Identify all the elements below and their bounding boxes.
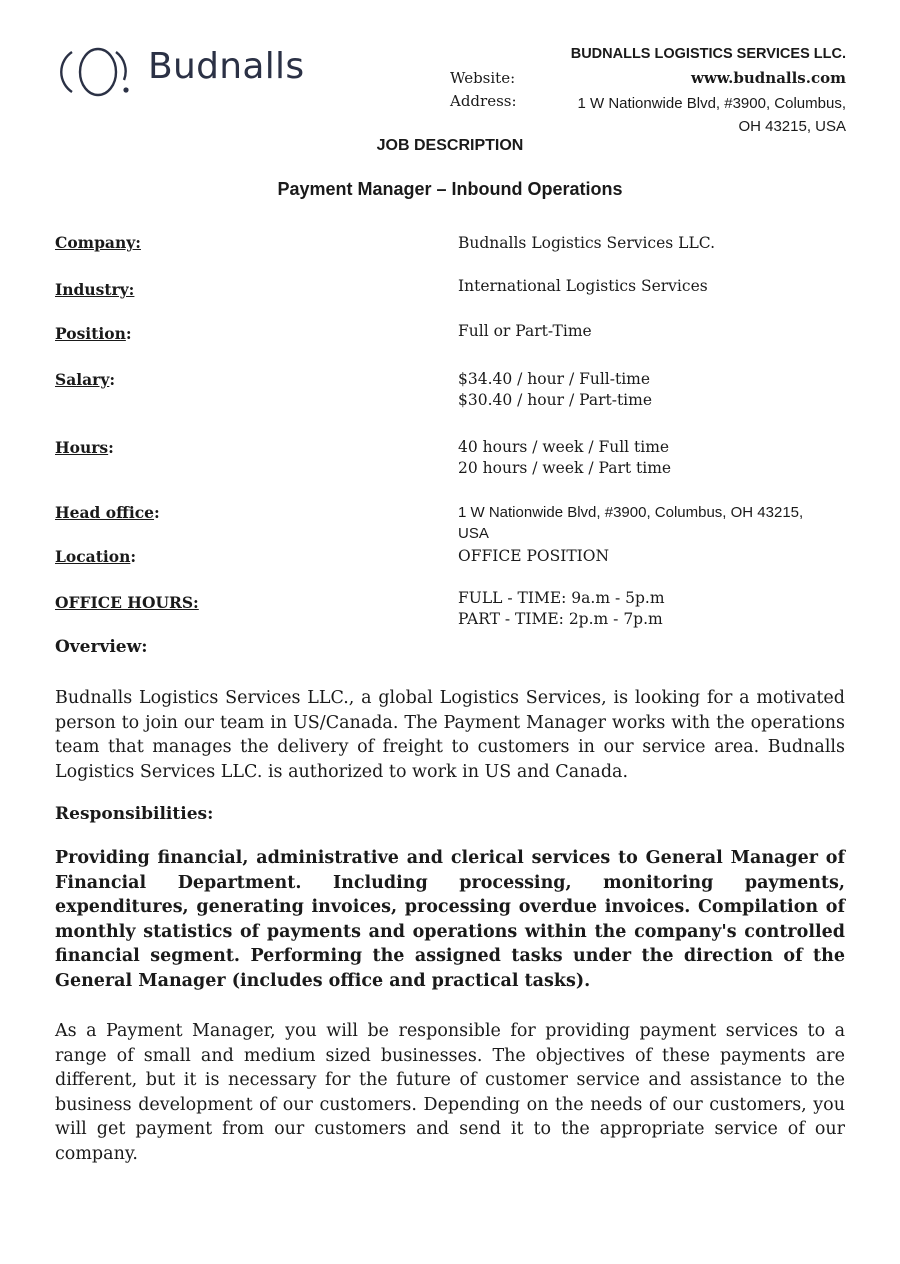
overview-heading: Overview: [55,637,148,657]
responsibilities-bold-paragraph: Providing financial, administrative and clerical services to General Manager of Financial Department. Including processing, monitoring payments, expenditures, generating invoices, processing overdue invoices. Compilation of monthly statistics of payments and operations within the company's controlled financial segment. Performing the assigned tasks under the direction of the General Manager (includes office and practical tasks). [55,848,845,991]
head-office-value [458,502,848,544]
logo-rings-icon [58,44,138,100]
salary-part-time: $30.40 / hour / Part-time [458,391,652,409]
position-label-colon: : [125,324,132,343]
salary-label-row [55,370,115,389]
head-office-line-1: 1 W Nationwide Blvd, #3900, Columbus, OH 43215, [458,504,804,521]
office-hours-full-time: FULL - TIME: 9a.m - 5p.m [458,589,665,607]
website-link[interactable]: www.budnalls.com [690,69,846,87]
company-logo [58,42,318,102]
industry-label: Industry: [55,280,135,299]
office-hours-part-time: PART - TIME: 2p.m - 7p.m [458,610,663,628]
company-label: Company: [55,233,141,252]
responsibilities-paragraph: As a Payment Manager, you will be responsible for providing payment services to a range of small and medium sized businesses. The objectives of these payments are different, but it is necessary for the future of customer service and assistance to the business development of our customers. Depending on the needs of our customers, you will get payment from our customers and send it to the appropriate service of our company. [55,1021,845,1164]
hours-part-time: 20 hours / week / Part time [458,459,672,477]
company-value: Budnalls Logistics Services LLC. [458,234,715,252]
address-line-2: OH 43215, USA [738,118,846,135]
head-office-line-2: USA [458,525,489,542]
location-value: OFFICE POSITION [458,547,610,565]
salary-value [458,369,848,411]
salary-full-time: $34.40 / hour / Full-time [458,370,651,388]
hours-label-colon: : [108,438,114,457]
hours-full-time: 40 hours / week / Full time [458,438,670,456]
salary-label: Salary [55,370,110,389]
position-value: Full or Part-Time [458,322,592,340]
office-hours-label: OFFICE HOURS: [55,593,199,612]
website-label: Website: [450,69,516,87]
hours-label: Hours [55,438,109,457]
job-title: Payment Manager – Inbound Operations [277,179,623,199]
responsibilities-heading: Responsibilities: [55,804,214,824]
head-office-label-row [55,503,160,522]
header-company-name: BUDNALLS LOGISTICS SERVICES LLC. [570,46,846,62]
head-office-label: Head office [55,503,155,522]
location-label-colon: : [130,547,137,566]
location-label-row [55,547,136,566]
salary-label-colon: : [109,370,116,389]
document-type: JOB DESCRIPTION [376,137,524,154]
address-value [530,92,846,138]
logo-wordmark: Budnalls [148,46,305,87]
head-office-label-colon: : [154,503,160,522]
address-line-1: 1 W Nationwide Blvd, #3900, Columbus, [577,95,846,112]
hours-value [458,437,848,479]
office-hours-value [458,588,848,630]
hours-label-row [55,438,114,457]
location-label: Location [55,547,131,566]
position-label: Position [55,324,126,343]
overview-paragraph: Budnalls Logistics Services LLC., a global Logistics Services, is looking for a motivated person to join our team in US/Canada. The Payment Manager works with the operations team that manages the delivery of freight to customers in our service area. Budnalls Logistics Services LLC. is authorized to work in US and Canada. [55,688,845,782]
industry-value: International Logistics Services [458,277,708,295]
address-label: Address: [450,92,517,110]
position-label-row [55,324,132,343]
